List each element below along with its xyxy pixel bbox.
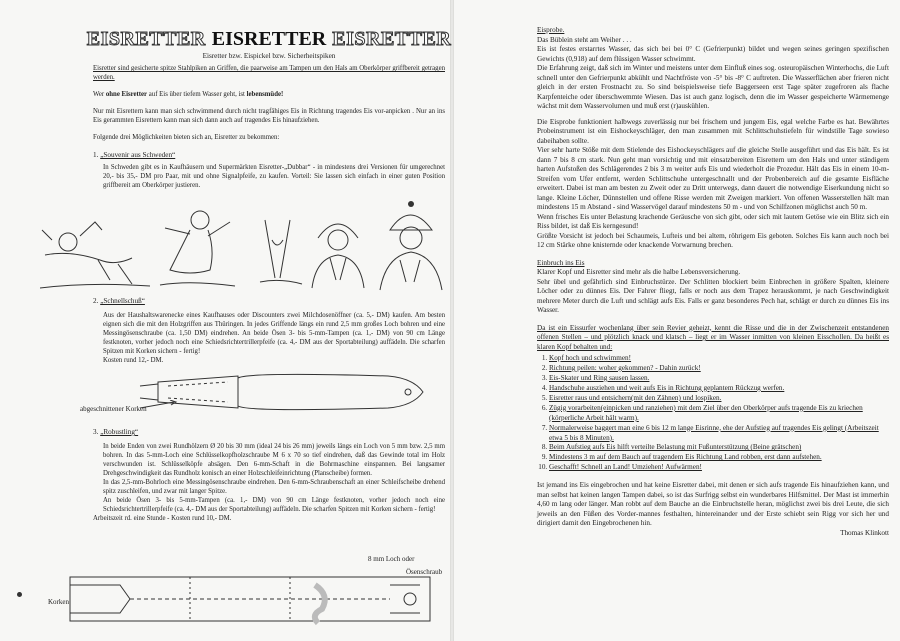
- eisprobe-heading: Eisprobe.: [537, 26, 565, 34]
- author: Thomas Klinkott: [840, 528, 889, 537]
- probe-text: Die Eisprobe funktioniert halbwegs zuverlässig nur bei frischem und jungem Eis, egal welche Farbe es hat. Bewährtes Probeinstrument ist ein Eishockeyschläger, den man zusammen mit Schlittschuhstiefeln für windstille Tage sowieso dabeihaben sollte. Vier sehr harte Stöße mit dem Stielende des Eishockeyschlägers auf die gleiche Stelle ausgeführt und das Eis hält. Es ist dann 7 bis 8 cm stark. Nun geht man vorsichtig und mit einsatzbereiten Eisrettern um den Hals und unter ständigem harten Aufstoßen des Schlägerendes 2 bis 3 m weiter aufs Eis und wiederholt die Prozedur. Hält das Eis in einem 10-m-Streifen vom Ufer entfernt, werden Schlittschuhe untergeschnallt und der Probenbereich auf die gesamte Eisfläche erweitert. Dabei ist man am besten zu Zweit oder zu Dritt unterwegs, dann dauert die notwendige Eiserkundung nicht so lange. Kleine Löcher, Dünnstellen und offene Risse werden mit Zweigen markiert. Von offenen Wasserstellen hält man mindestens 15 m Abstand - sind Wasservögel darauf mindestens 50 m - und von Schilfzonen möglichst auch 50 m. Wenn frisches Eis unter Belastung krachende Geräusche von sich gibt, oder sich mit lautem Getöse wie ein Blitz sich ein Riss bildet, ist daß Eis kerngesund! Größte Vorsicht ist jedoch bei Schaumeis, Lufteis und bei altem, röhrigem Eis geboten. Solches Eis kann auch noch bei 12 cm Stärke ohne knisternde oder knackende Vorwarnung brechen.: [537, 117, 889, 249]
- section-2-cost: Kosten rund 12,- DM.: [103, 357, 164, 365]
- eisprobe-text: Das Büblein steht am Weiher . . . Eis ist festes erstarrtes Wasser, das sich bei bei 0° C (Gefrierpunkt) bildet und wegen seines geringen spezifischen Gewichts (0,918) auf dem flüssigen Wasser schwimmt. Die Erfahrung zeigt, daß sich im Winter und meistens unter dem Einfluß eines sog. osteuropäischen Winterhochs, die Luft schnell unter den Gefrierpunkt abkühlt und Nachtfröste von -5° bis -8° C auftreten. Die Wasserflächen aber frieren nicht gleich in der ersten Frostnacht zu. So sind beispielsweise tiefe Baggerseen erst Tage später zugefroren als flache Karpfenteiche oder überschwemmte Wiesen. Das ist auch ganz logisch, denn die im Wasser gespeicherte Wärmemenge wächst mit dem Wasservolumen und muß erst (r)auskühlen.: [537, 35, 889, 110]
- title-outline-left: EISRETTER: [86, 28, 206, 50]
- intro-text: Eisretter sind gesicherte spitze Stahlpiken an Griffen, die paarweise am Tampen um den Hals am Oberkörper griffbereit getragen werden.: [93, 65, 445, 82]
- section-1-text: In Schweden gibt es in Kaufhäusern und Supermärkten Eisretter-„Dubbar“ - in mindestens drei Versionen für umgerechnet 20,- bis 35,- DM pro Paar, mit und ohne Signalpfeife, zu kaufen. Vorteil: Sie lassen sich einfach in einer guten Position griffbereit am Oberkörper justieren.: [103, 164, 445, 190]
- title-outline-right: EISRETTER: [332, 28, 452, 50]
- document-title: [86, 28, 452, 51]
- title-solid: EISRETTER: [211, 28, 327, 50]
- korken-label: Korken: [48, 598, 69, 606]
- rescue-steps: [537, 354, 889, 473]
- final-text: Ist jemand ins Eis eingebrochen und hat keine Eisretter dabei, mit denen er sich aufs tragende Eis hinaufziehen kann, und man selbst hat keinen langen Tampen dabei, so ist das Surfrigg selbst ein wunderbares Hilfsmittel. Der Mast ist immerhin 4,60 m lang oder länger. Man robbt auf dem Bauche an die Einbruchstelle heran, möglichst zwei bis drei Leute, die sich jeweils an den Füßen des Vorder-mannes festhalten, hintereinander und der Erste schiebt sein Rigg vor sich her und dirigiert damit den Eingebrochenen hin.: [537, 481, 889, 528]
- step-2: 2. Richtung peilen: woher gekommen? - Dahin zurück!: [549, 364, 889, 374]
- warning-text: Wer ohne Eisretter auf Eis über tiefem Wasser geht, ist lebensmüde!: [93, 91, 284, 99]
- surfer-text: Da ist ein Eissurfer wochenlang über sein Revier geheizt, kennt die Risse und die in der Zwischenzeit entstandenen offenen Stellen – und plötzlich knack und klatsch – liegt er im Wasser inmitten von kleinen Eisschollen. Da heißt es klaren Kopf behalten und:: [537, 323, 889, 351]
- section-1-heading: 1. „Souvenir aus Schweden“: [93, 151, 176, 160]
- hole-label: 8 mm Loch oder: [368, 555, 415, 563]
- ice-rescue-illustrations: [40, 200, 445, 295]
- step-10: 10. Geschafft! Schnell an Land! Umziehen! Aufwärmen!: [549, 463, 889, 473]
- step-9: 9. Mindestens 3 m auf dem Bauch auf tragendem Eis Richtung Land robben, erst dann aufstehen.: [549, 453, 889, 463]
- section-3-heading: 3. „Robustling“: [93, 428, 139, 436]
- einbruch-heading: Einbruch ins Eis: [537, 258, 585, 267]
- eyebolt-label: Ösenschraub: [406, 568, 443, 576]
- step-6: 6. Zügig vorarbeiten(einpicken und ranziehen) mit dem Ziel über den Oberkörper aufs tragende Eis zu kriechen (körperliche Arbeit hält warm).: [549, 404, 889, 424]
- pull-out-text: Nur mit Eisrettern kann man sich schwimmend durch nicht tragfähiges Eis in Richtung tragendes Eis vor-anpicken . Nur an ins Eis gerammten Eisrettern kann man sich dann auch auf tragendes Eis hinaufziehen.: [93, 108, 445, 125]
- subtitle: Eisretter bzw. Eispickel bzw. Sicherheitspiken: [202, 52, 336, 60]
- step-4: 4. Handschuhe ausziehen und weit aufs Eis in Richtung geplantem Rückzug werfen.: [549, 384, 889, 394]
- section-2-heading: 2. „Schnellschuß“: [93, 297, 145, 305]
- einbruch-text: Klarer Kopf und Eisretter sind mehr als die halbe Lebensversicherung. Sehr übel und gefährlich sind Einbruchstürze. Der Schlitten blockiert beim Einbrechen in größere Spalten, kleinere Löcher oder zu dünnes Eis. Der Fahrer fliegt, falls er noch aus dem Trapez herauskommt, je nach Geschwindigkeit mehrere Meter durch die Luft und schlägt aufs Eis. Falls er ganz besonderes Pech hat, schlägt er durch zu dünnes Eis ins Wasser.: [537, 268, 889, 314]
- punch-hole-dot: [17, 592, 22, 597]
- step-3: 3. Eis-Skater und Ring sausen lassen.: [549, 374, 889, 384]
- left-column-section-2: [93, 297, 445, 365]
- rundholz-drawing: [60, 565, 445, 635]
- right-column: [537, 26, 889, 538]
- step-7: 7. Normalerweise baggert man eine 6 bis 12 m lange Eisrinne, ehe der Aufstieg auf tragendes Eis gelingt (Arbeitszeit etwa 5 bis 8 Minuten).: [549, 424, 889, 444]
- can-opener-drawing: [138, 372, 448, 412]
- step-5: 5. Eisretter raus und entsichern(mit den Zähnen) und lospiken.: [549, 394, 889, 404]
- section-3-cost: Arbeitszeit rd. eine Stunde - Kosten rund 10,- DM.: [93, 515, 232, 523]
- left-column: [86, 28, 452, 193]
- left-column-section-3: [93, 428, 445, 523]
- section-3-text: In beide Enden von zwei Rundhölzern Ø 20 bis 30 mm (ideal 24 bis 26 mm) jeweils längs ein Loch von 5 mm bzw. 2,5 mm bohren. In das 5-mm-Loch eine Schlüsselkopfholzschraube M 6 x 70 so tief eindrehen, daß das Gewinde total im Holz verschwunden ist. Schlüsselköpfe absägen. Den 6-mm-Schaft in die Bohrmaschine einspannen. Bei langsamer Drehgeschwindigkeit das Rundholz konisch an einer Holzschleifeinrichtung (Planscheibe) formen. In das 2,5-mm-Bohrloch eine Messingösenschraube eindrehen. Den 6-mm-Schraubenschaft an einer Schleifscheibe drehend spitz zuschleifen, und zwar mit langer Spitze. An beide Ösen 3- bis 5-mm-Tampen (ca. 1,- DM) von 90 cm Länge festknoten, vorher jedoch noch eine Schiedsrichtertrillerpfeife (ca. 4,- DM aus der Sportabteilung) auffädeln. Die scharfen Spitzen mit Korken sichern - fertig!: [103, 443, 445, 514]
- step-1: 1. Kopf hoch und schwimmen!: [549, 354, 889, 364]
- cork-label: abgeschnittener Korken: [80, 405, 147, 413]
- step-8: 8. Beim Aufstieg aufs Eis hilft verteilte Belastung mit Fußunterstützung (Beine grätschen): [549, 443, 889, 453]
- page-fold: [450, 0, 454, 641]
- section-2-text: Aus der Haushaltswarenecke eines Kaufhauses oder Discounters zwei Milchdosenöffner (ca. 5,- DM) kaufen. Am besten eignen sich die mit den Holzgriffen aus Thüringen. In jedes Griffende längs ein rund 2,5 mm großes Loch bohren und eine Messingösenschraube (ca. 1,50 DM) eindrehen. An beide Ösen 3- bis 5-mm-Tampen (ca. 1,- DM) von 90 cm Länge festknoten, vorher jedoch noch eine Schiedsrichtertrillerpfeife (ca. 4,- DM aus der Sportabteilung) auffädeln. Die scharfen Spitzen mit Korken sichern - fertig!: [103, 312, 445, 356]
- options-intro: Folgende drei Möglichkeiten bieten sich an, Eisretter zu bekommen:: [93, 134, 280, 142]
- cork-arrow: [140, 400, 180, 412]
